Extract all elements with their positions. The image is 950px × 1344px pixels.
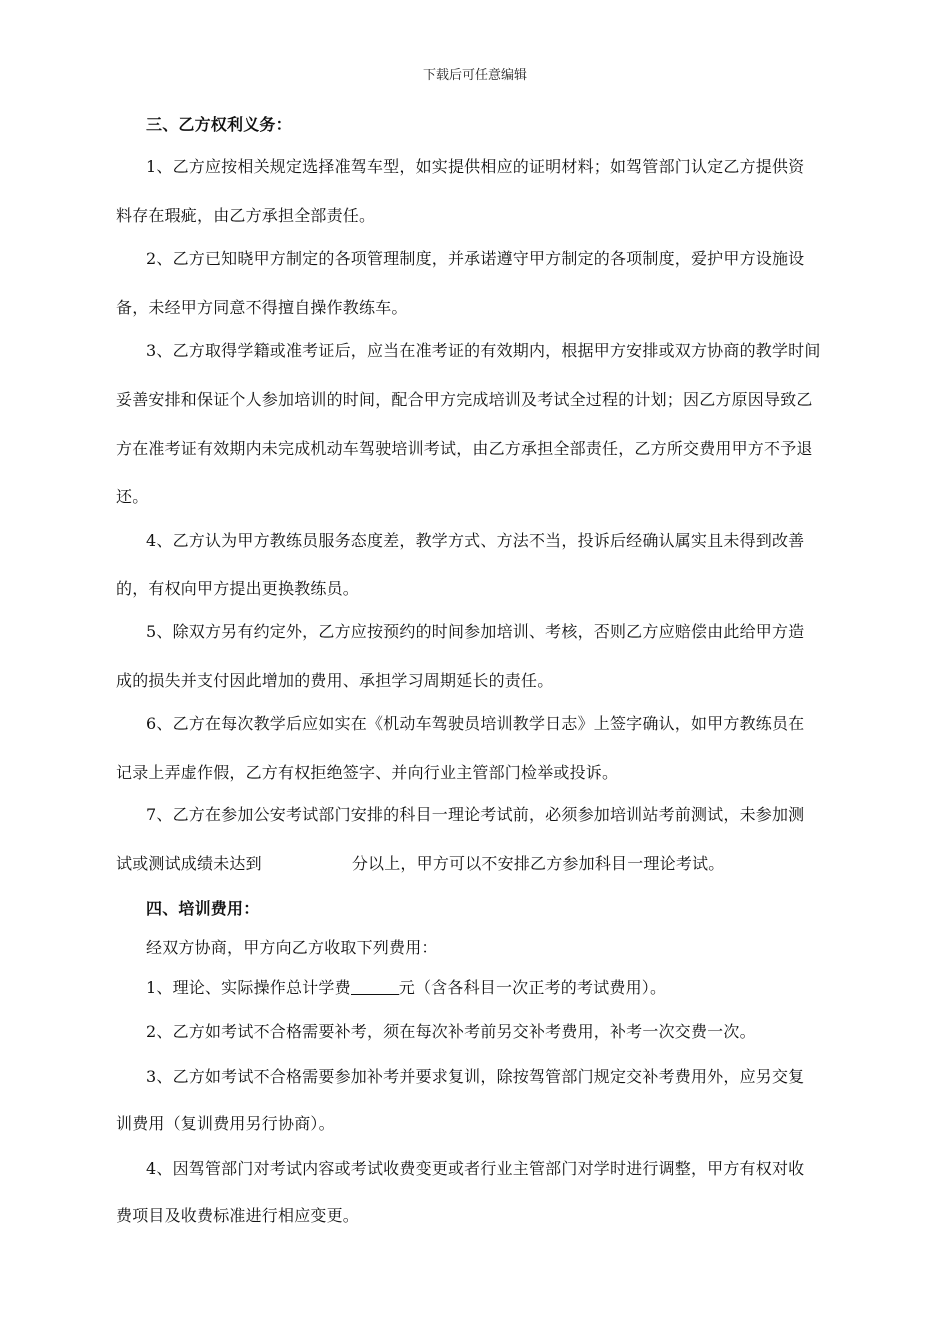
s4-item3-line1: 3、乙方如考试不合格需要参加补考并要求复训，除按驾管部门规定交补考费用外，应另交复 (146, 1067, 805, 1086)
s4-item4-line1: 4、因驾管部门对考试内容或考试收费变更或者行业主管部门对学时进行调整，甲方有权对收 (146, 1159, 805, 1178)
s3-item6-line2: 记录上弄虚作假，乙方有权拒绝签字、并向行业主管部门检举或投诉。 (116, 763, 619, 782)
s3-item3-line4: 还。 (116, 487, 149, 506)
s3-item3-line2: 妥善安排和保证个人参加培训的时间，配合甲方完成培训及考试全过程的计划；因乙方原因导致乙 (116, 390, 813, 409)
s3-item7-line2 (116, 853, 834, 875)
tuition-blank (351, 978, 399, 995)
s3-item4-line1: 4、乙方认为甲方教练员服务态度差，教学方式、方法不当，投诉后经确认属实且未得到改善 (146, 531, 805, 550)
s3-item3-line3: 方在准考证有效期内未完成机动车驾驶培训考试，由乙方承担全部责任，乙方所交费用甲方不予退 (116, 439, 813, 458)
s3-item1-line2: 料存在瑕疵，由乙方承担全部责任。 (116, 206, 376, 225)
s3-item1-line1: 1、乙方应按相关规定选择准驾车型，如实提供相应的证明材料；如驾管部门认定乙方提供资 (146, 157, 805, 176)
s3-item7-line2-end: 分以上，甲方可以不安排乙方参加科目一理论考试。 (351, 854, 725, 873)
s3-item2-line2: 备，未经甲方同意不得擅自操作教练车。 (116, 298, 408, 317)
s4-intro: 经双方协商，甲方向乙方收取下列费用： (146, 938, 438, 957)
s4-item1-end: 元（含各科目一次正考的考试费用）。 (398, 978, 667, 997)
s3-item7-line1: 7、乙方在参加公安考试部门安排的科目一理论考试前，必须参加培训站考前测试，未参加测 (146, 805, 805, 824)
s3-item5-line2: 成的损失并支付因此增加的费用、承担学习周期延长的责任。 (116, 671, 554, 690)
s3-item5-line1: 5、除双方另有约定外，乙方应按预约的时间参加培训、考核，否则乙方应赔偿由此给甲方造 (146, 622, 805, 641)
s3-item4-line2: 的，有权向甲方提出更换教练员。 (116, 579, 360, 598)
section-4-title: 四、培训费用： (146, 899, 260, 918)
s3-item3-line1: 3、乙方取得学籍或准考证后，应当在准考证的有效期内，根据甲方安排或双方协商的教学时间 (146, 341, 821, 360)
s4-item2: 2、乙方如考试不合格需要补考，须在每次补考前另交补考费用，补考一次交费一次。 (146, 1022, 756, 1041)
s4-item3-line2: 训费用（复训费用另行协商）。 (116, 1114, 335, 1133)
section-3-title: 三、乙方权利义务： (146, 115, 292, 134)
s3-item2-line1: 2、乙方已知晓甲方制定的各项管理制度，并承诺遵守甲方制定的各项制度，爱护甲方设施设 (146, 249, 805, 268)
s4-item1-start: 1、理论、实际操作总计学费 (146, 978, 351, 997)
s3-item7-line2-start: 试或测试成绩未达到 (116, 854, 262, 873)
s4-item4-line2: 费项目及收费标准进行相应变更。 (116, 1206, 360, 1225)
page-header: 下载后可任意编辑 (422, 68, 527, 83)
s3-item6-line1: 6、乙方在每次教学后应如实在《机动车驾驶员培训教学日志》上签字确认，如甲方教练员在 (146, 714, 805, 733)
s4-item1 (116, 977, 864, 999)
